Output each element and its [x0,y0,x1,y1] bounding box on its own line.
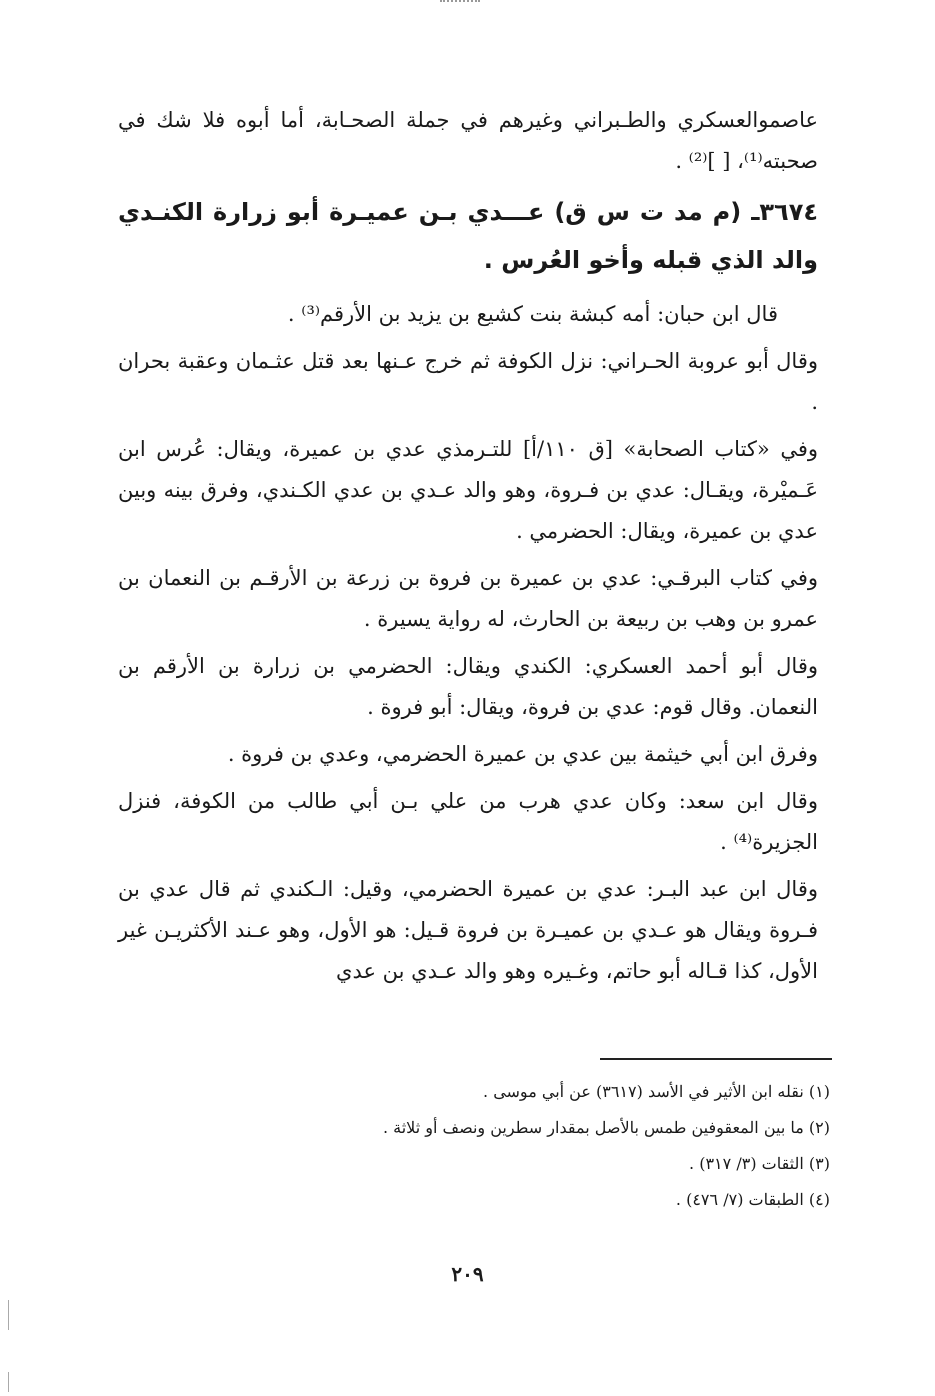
paragraph: وفي «كتاب الصحابة» [ق ١١٠/أ] للتـرمذي عدي بن عميرة، ويقال: عُرس ابن عَـميْرة، ويقـال: عدي بن فـروة، وهو والد عـدي بن عدي الكـندي، وفرق بينه وبين عدي بن عميرة، ويقال: الحضرمي . [118,437,819,543]
footnote: (٤) الطبقات (٧/ ٤٧٦) . [675,1190,830,1209]
left-edge-mark [8,1372,9,1392]
page-number: ٢٠٩ [451,1262,484,1286]
left-edge-mark [8,1300,9,1330]
paragraph: عاصموالعسكري والطـبراني وغيرهم في جملة الصحـابة، أما أبوه فلا شك في صحبته⁽¹⁾، [ ]⁽²⁾ . [118,108,818,173]
footnote: (١) نقله ابن الأثير في الأسد (٣٦١٧) عن أبي موسى . [483,1082,830,1101]
footnotes [118,1074,830,1218]
paragraph: وقال ابن سعد: وكان عدي هرب من علي بـن أبي طالب من الكوفة، فنزل الجزيرة⁽⁴⁾ . [118,789,818,854]
paragraph: وقال ابن عبد البـر: عدي بن عميرة الحضرمي، وقيل: الـكندي ثم قال عدي بن فـروة ويقال هو عـدي بن عميـرة بن فروة قـيل: هو الأول، وهو عـند الأكثريـن غير الأول، كذا قـاله أبو حاتم، وغـيره وهو والد عـدي بن عدي [118,877,818,983]
paragraph: وفرق ابن أبي خيثمة بين عدي بن عميرة الحضرمي، وعدي بن فروة . [227,742,818,766]
paragraph: وقال أبو أحمد العسكري: الكندي ويقال: الحضرمي بن زرارة بن الأرقم بن النعمان. وقال قوم: عدي بن فروة، ويقال: أبو فروة . [118,654,818,719]
footnote: (٢) ما بين المعقوفين طمس بالأصل بمقدار سطرين ونصف أو ثلاثة . [382,1118,830,1137]
footnote: (٣) الثقات (٣/ ٣١٧) . [689,1154,830,1173]
paragraph: وقال أبو عروبة الحـراني: نزل الكوفة ثم خرج عـنها بعد قتل عثـمان وعقبة بحران . [118,349,818,414]
entry-heading: ٣٦٧٤ـ (م مد ت س ق) عـــدي بـن عميـرة أبو زرارة الكنـدي والد الذي قبله وأخو العُرس . [118,198,818,274]
footnote-divider [600,1058,832,1060]
top-scan-mark [440,0,480,6]
main-text [118,100,818,998]
paragraph: وفي كتاب البرقـي: عدي بن عميرة بن فروة بن زرعة بن الأرقـم بن النعمان بن عمرو بن وهب بن ربيعة بن الحارث، له رواية يسيرة . [118,566,818,631]
paragraph: قال ابن حبان: أمه كبشة بنت كشيع بن يزيد بن الأرقم⁽³⁾ . [287,302,778,326]
